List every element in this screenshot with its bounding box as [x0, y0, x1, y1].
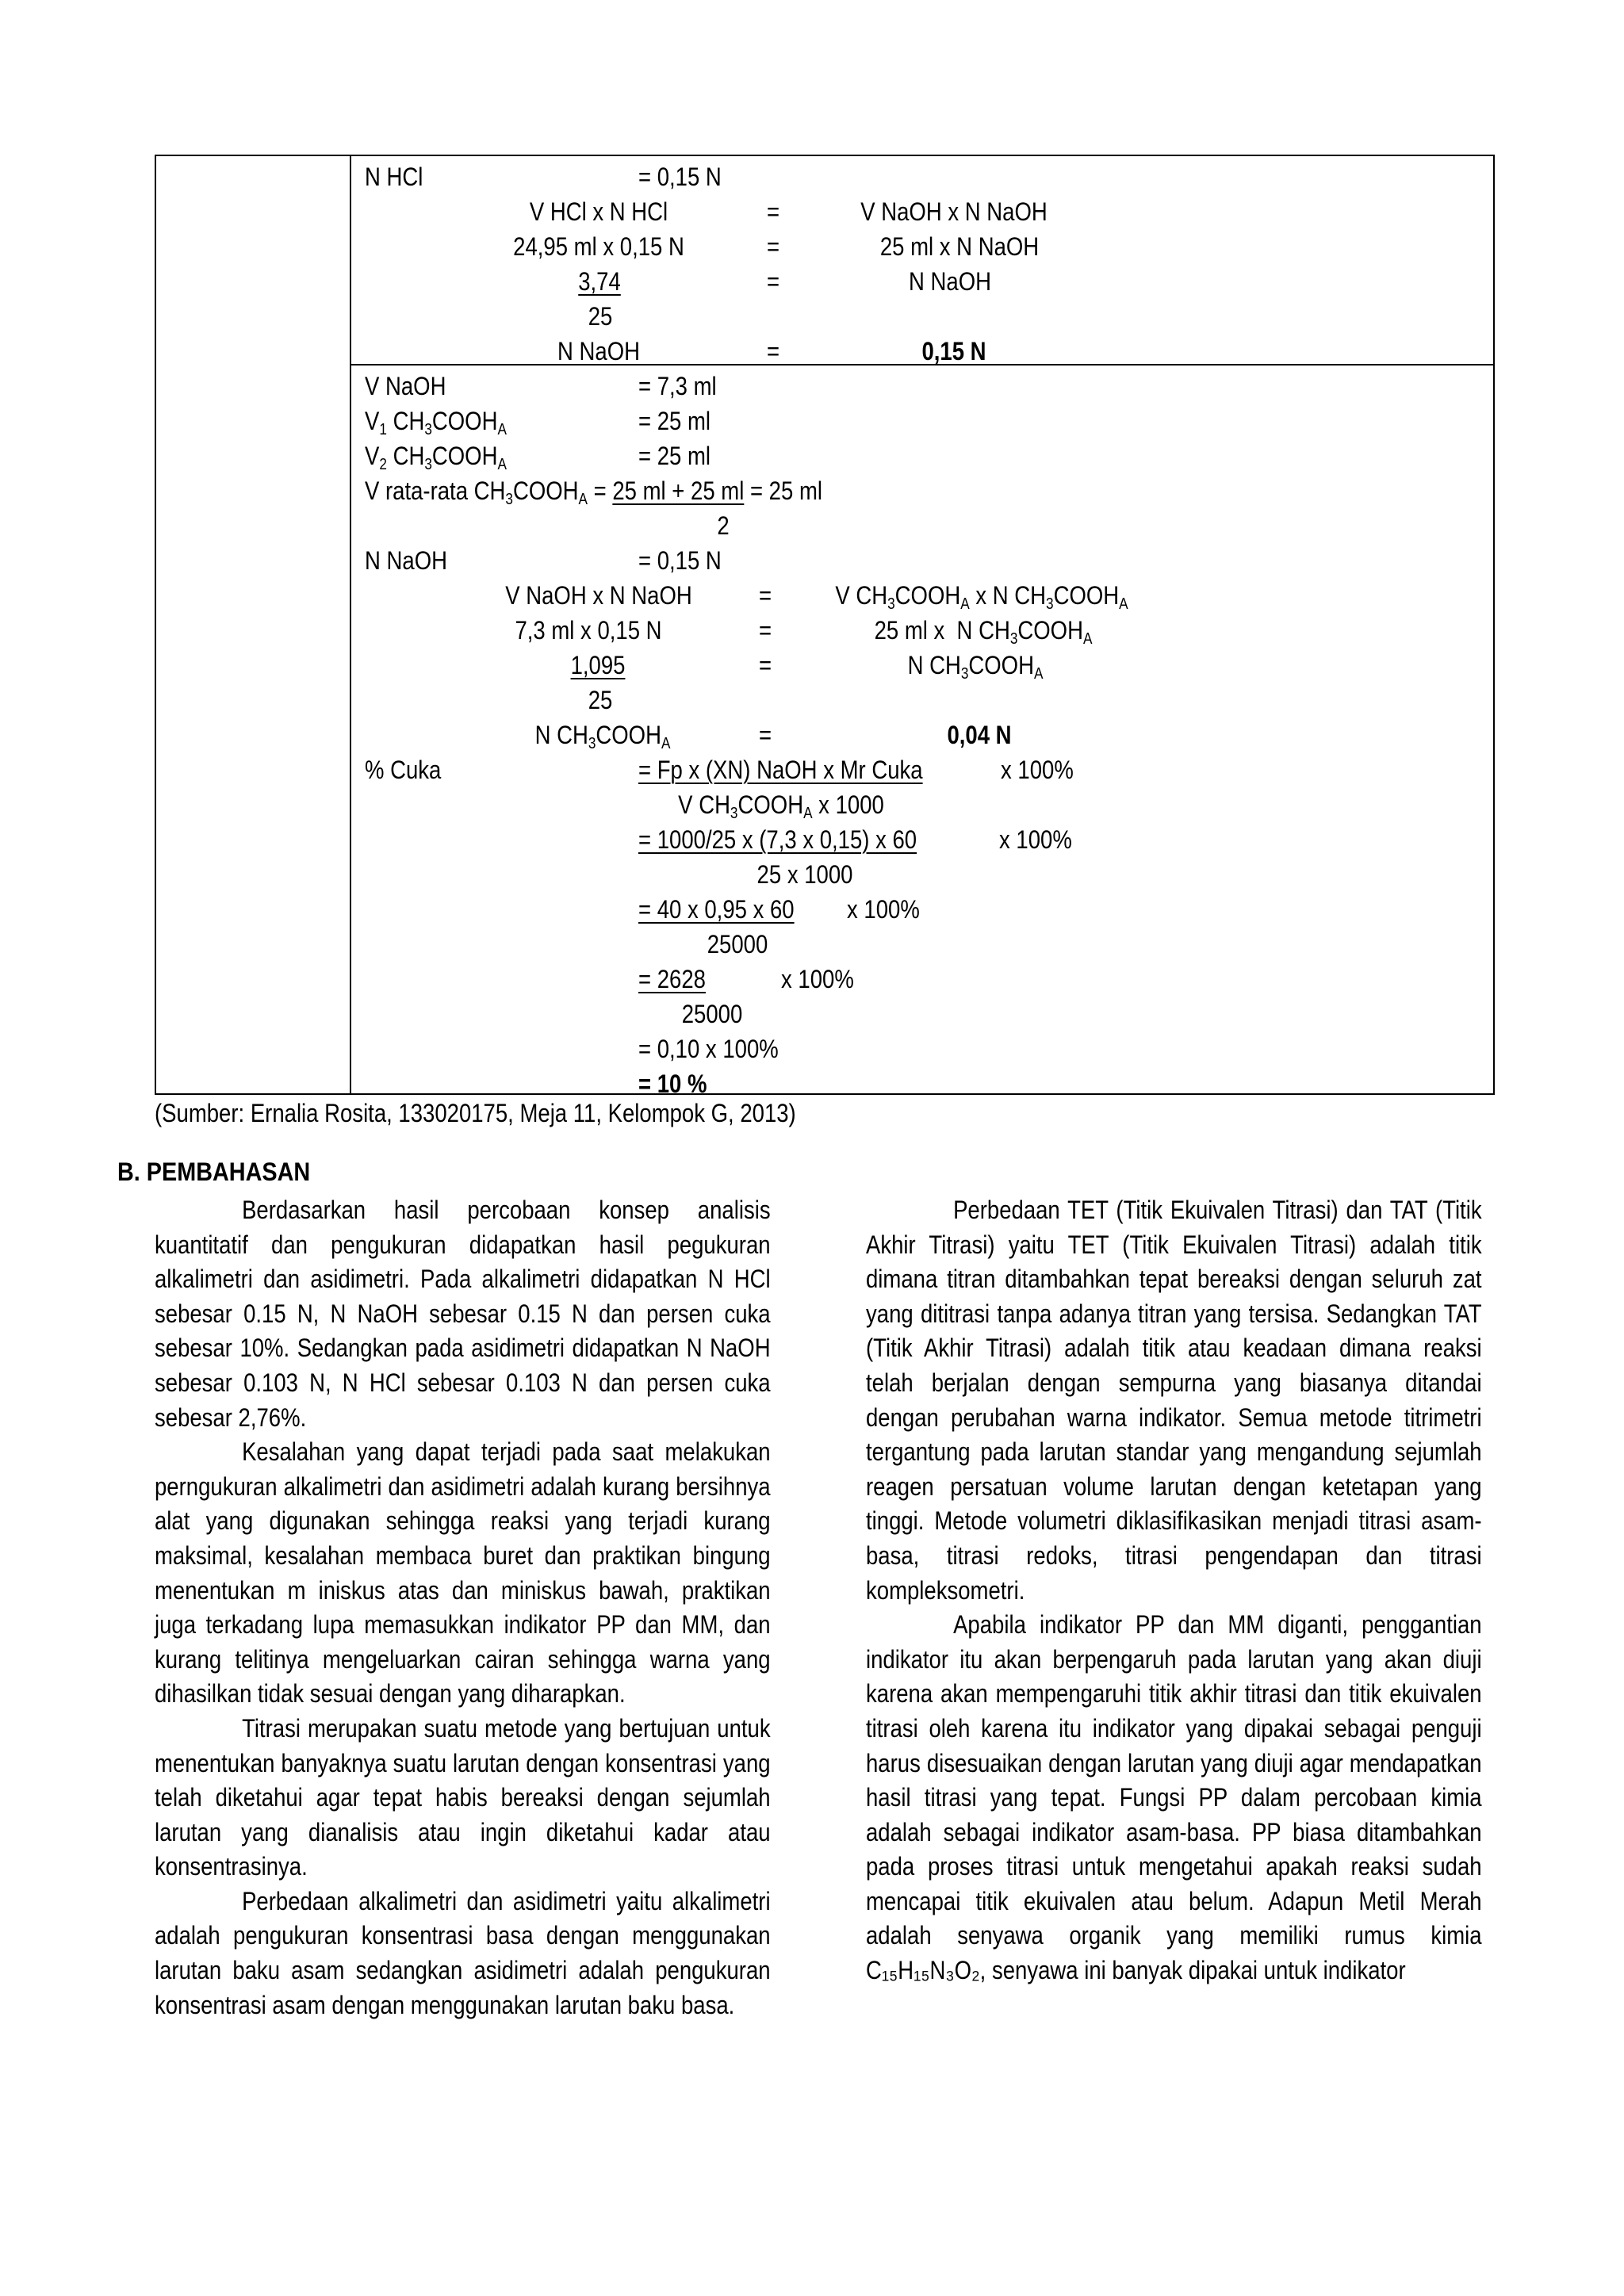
- calc-fraction-numerator: 25 ml + 25 ml: [612, 476, 745, 505]
- calc-expression: 25 ml x N $CH_3COOH_A$: [874, 616, 1093, 648]
- paragraph: Titrasi merupakan suatu metode yang bertujuan untuk menentukan banyaknya suatu larutan dengan konsentrasi yang telah diketahui agar tepat habis bereaksi dengan sejumlah larutan yang dianalisis atau ingin diketahui kadar atau konsentrasinya.: [155, 1713, 771, 1881]
- calc-fraction-denominator: 25: [588, 302, 613, 331]
- calc-expression: N NaOH: [909, 267, 991, 296]
- calc-value: = 25 ml: [749, 476, 822, 505]
- calc-result: 0,15 N: [921, 337, 986, 365]
- calc-fraction-numerator: 1,095: [570, 651, 626, 679]
- calc-fraction-denominator: 25 x 1000: [756, 860, 853, 889]
- calc-expression: 25 ml x N NaOH: [879, 232, 1040, 261]
- calc-label: % Cuka: [365, 756, 442, 784]
- calc-label: V rata-rata $CH_3COOH_A = 25$ ml + 25 ml = 25 ml: [365, 476, 822, 508]
- calc-equals: =: [766, 197, 780, 226]
- calc-equals: =: [758, 651, 772, 679]
- calc-expression: V NaOH x N NaOH: [505, 581, 692, 610]
- calc-label: V NaOH: [365, 372, 446, 400]
- paragraph: Kesalahan yang dapat terjadi pada saat melakukan perngukuran alkalimetri dan asidimetri adalah kurang bersihnya alat yang digunakan sehingga reaksi yang terjadi kurang maksimal, kesalahan membaca buret dan praktikan bingung menentukan m iniskus atas dan miniskus bawah, praktikan juga terkadang lupa memasukkan indikator PP dan MM, dan kurang telitinya mengeluarkan cairan sehingga warna yang dihasilkan tidak sesuai dengan yang diharapkan.: [155, 1437, 771, 1709]
- calc-fraction-denominator: 25000: [707, 930, 768, 959]
- calc-multiplier: x 100%: [781, 965, 854, 993]
- calc-fraction-denominator: V $CH_3COOH_A$ x 1000: [678, 790, 884, 822]
- table-source-caption: (Sumber: Ernalia Rosita, 133020175, Meja 11, Kelompok G, 2013): [155, 1099, 796, 1127]
- calc-multiplier: x 100%: [1001, 756, 1074, 784]
- paragraph: Perbedaan alkalimetri dan asidimetri yaitu alkalimetri adalah pengukuran konsentrasi basa dengan menggunakan larutan baku asam sedangkan asidimetri adalah pengukuran konsentrasi asam dengan menggunakan larutan baku basa.: [155, 1886, 771, 2019]
- calc-result: = 10 %: [638, 1070, 707, 1098]
- paragraph: Berdasarkan hasil percobaan konsep analisis kuantitatif dan pengukuran didapatkan hasil pegukuran alkalimetri dan asidimetri. Pada alkalimetri didapatkan N HCl sebesar 0.15 N, N NaOH sebesar 0.15 N dan persen cuka sebesar 10%. Sedangkan pada asidimetri didapatkan N NaOH sebesar 0.103 N, N HCl sebesar 0.103 N dan persen cuka sebesar 2,76%.: [155, 1196, 771, 1432]
- calc-fraction-numerator: 3,74: [578, 267, 621, 296]
- calc-equals: =: [766, 232, 780, 261]
- calc-multiplier: x 100%: [999, 825, 1072, 854]
- calc-label: N HCl: [365, 163, 423, 191]
- calc-equals: =: [758, 616, 772, 645]
- calc-expression: = 0,10 x 100%: [638, 1035, 779, 1063]
- calc-value: = 25 ml: [638, 407, 711, 435]
- paragraph: Perbedaan TET (Titik Ekuivalen Titrasi) dan TAT (Titik Akhir Titrasi) yaitu TET (Titik Ekuivalen Titrasi) adalah titik dimana titran ditambahkan tepat bereaksi dengan seluruh zat yang dititrasi tanpa adanya titran yang tersisa. Sedangkan TAT (Titik Akhir Titrasi) adalah titik atau keadaan dimana reaksi telah berjalan dengan sempurna yang biasanya ditandai dengan perubahan warna indikator. Semua metode titrimetri tergantung pada larutan standar yang mengandung sejumlah reagen persatuan volume larutan dengan ketetapan yang tinggi. Metode volumetri diklasifikasikan menjadi titrasi asam-basa, titrasi redoks, titrasi pengendapan dan titrasi kompleksometri.: [866, 1196, 1482, 1605]
- calc-equals: =: [758, 581, 772, 610]
- paragraph: Apabila indikator PP dan MM diganti, penggantian indikator itu akan berpengaruh pada larutan yang akan diuji karena akan mempengaruhi titik akhir titrasi dan titik ekuivalen titrasi oleh karena itu indikator yang dipakai sebagai penguji harus disesuaikan dengan larutan yang diuji agar mendapatkan hasil titrasi yang tepat. Fungsi PP dalam percobaan kimia adalah sebagai indikator asam-basa. PP biasa ditambahkan pada proses titrasi untuk mengetahui apakah reaksi sudah mencapai titik ekuivalen atau belum. Adapun Metil Merah adalah senyawa organik yang memiliki rumus kimia C₁₅H₁₅N₃O₂, senyawa ini banyak dipakai untuk indikator: [866, 1610, 1482, 1985]
- calc-expression: V $CH_3COOH_A$ x N $CH_3COOH_A$: [835, 581, 1128, 613]
- calc-result: 0,04 N: [947, 721, 1012, 749]
- calc-expression: N NaOH: [557, 337, 640, 365]
- calc-equals: =: [758, 721, 772, 749]
- calc-expression: V HCl x N HCl: [529, 197, 668, 226]
- calc-equals: =: [766, 337, 780, 365]
- calc-expression: N $CH_3COOH_A$: [907, 651, 1044, 683]
- calc-multiplier: x 100%: [847, 895, 920, 924]
- calc-value: = 25 ml: [638, 442, 711, 470]
- calc-fraction-numerator: = 40 x 0,95 x 60: [638, 895, 795, 924]
- calc-label: $V_2$ $CH_3COOH_A$: [365, 442, 507, 473]
- left-text-column: [155, 1193, 771, 2022]
- calc-value: = 7,3 ml: [638, 372, 717, 400]
- calc-fraction-numerator: = 2628: [638, 965, 706, 993]
- calc-expression: N $CH_3COOH_A$: [534, 721, 671, 752]
- calc-fraction-numerator: = 1000/25 x (7,3 x 0,15) x 60: [638, 825, 917, 854]
- calc-value: = 0,15 N: [638, 163, 722, 191]
- calc-expression: 7,3 ml x 0,15 N: [515, 616, 662, 645]
- calc-fraction-denominator: 2: [717, 511, 730, 540]
- right-text-column: [866, 1193, 1482, 1988]
- calc-fraction-denominator: 25: [588, 686, 613, 714]
- calc-fraction-numerator: = Fp x (XN) NaOH x Mr Cuka: [638, 756, 923, 784]
- calc-value: = 0,15 N: [638, 546, 722, 575]
- calc-expression: V NaOH x N NaOH: [860, 197, 1048, 226]
- calc-fraction-denominator: 25000: [681, 1000, 743, 1028]
- section-heading: B. PEMBAHASAN: [117, 1158, 311, 1186]
- calc-label: $V_1$ $CH_3COOH_A$: [365, 407, 507, 438]
- calculation-table: [155, 155, 1495, 1095]
- table-column-divider: [350, 156, 351, 1093]
- calc-expression: 24,95 ml x 0,15 N: [513, 232, 684, 261]
- calc-equals: =: [766, 267, 780, 296]
- calc-label: N NaOH: [365, 546, 447, 575]
